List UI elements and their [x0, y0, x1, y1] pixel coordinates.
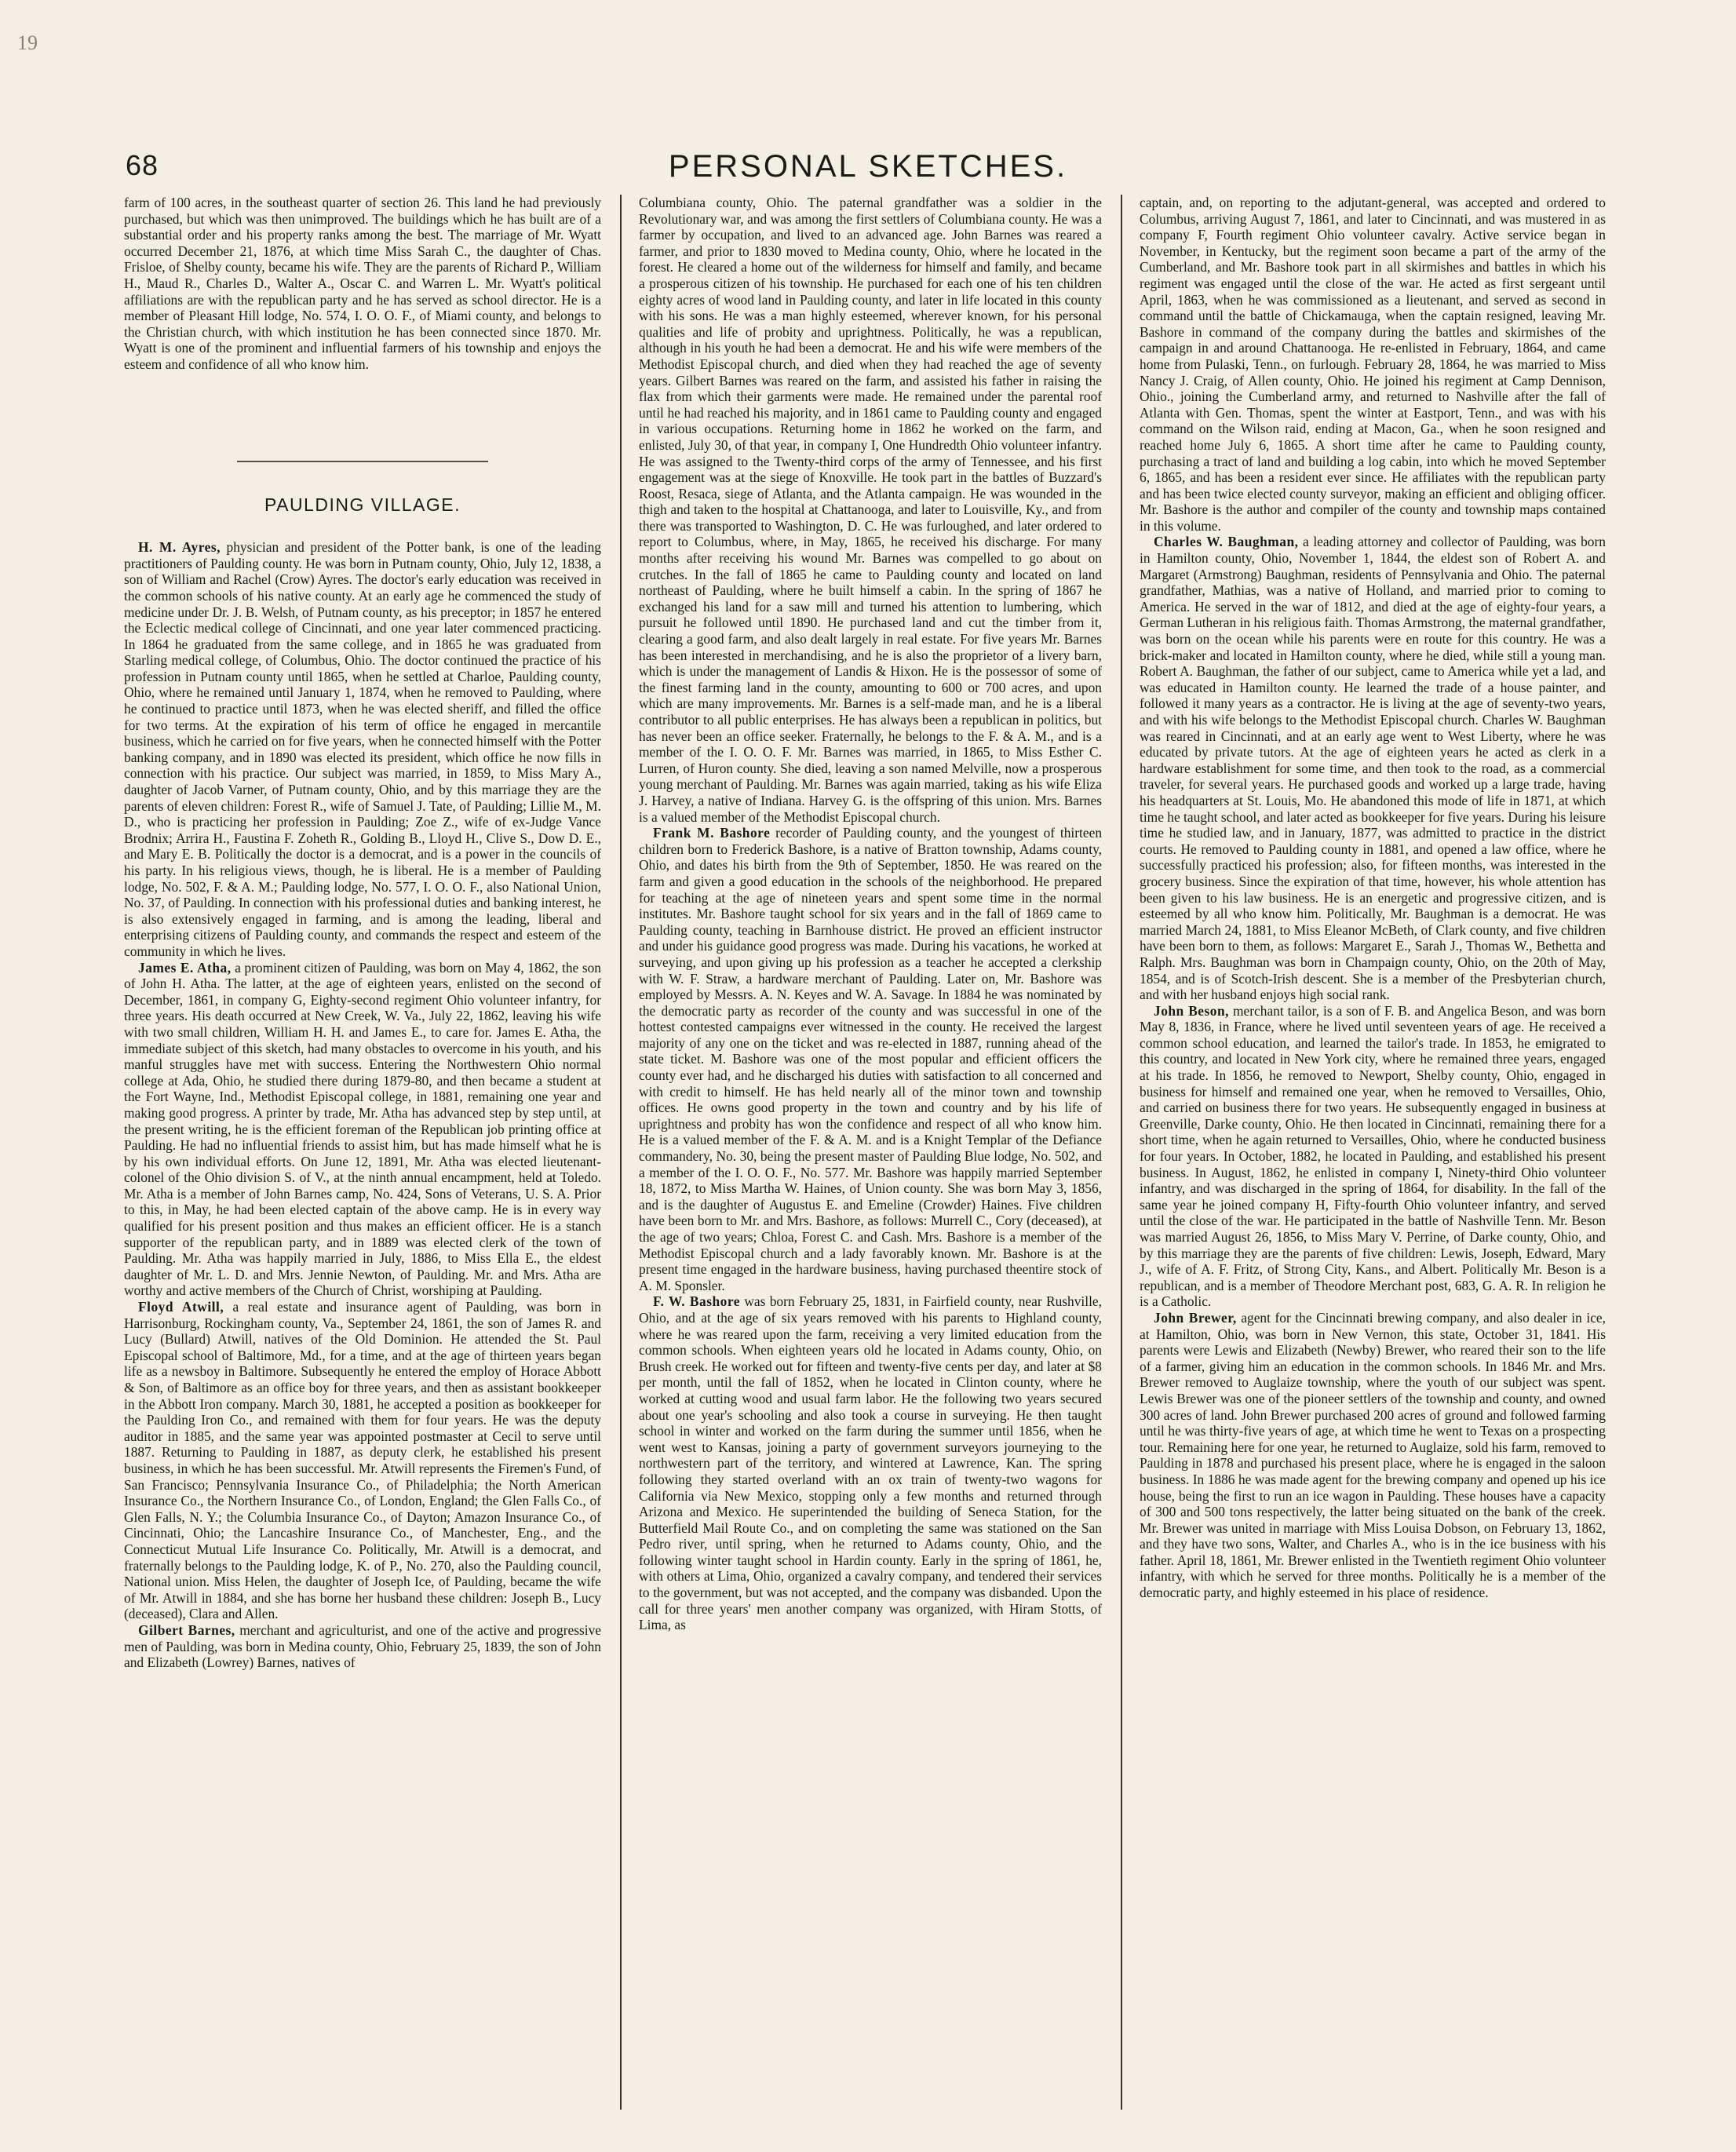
page-title: PERSONAL SKETCHES.: [668, 149, 1068, 184]
column-intro: Columbiana county, Ohio. The paternal grandfather was a soldier in the Revolutionary war, and was among the first settlers of Columbiana county. He was a farmer by occupation, and lived to an advanced age. John Barnes was reared a farmer, and prior to 1830 moved to Medina county, Ohio, where he located in the forest. He cleared a home out of the wilderness for himself and family, and became a prosperous citizen of his township. He purchased for each one of his ten children eighty acres of wood land in Paulding county, and later in life located in this county with his sons. He was a man highly esteemed, wherever known, for his personal qualities and life of probity and uprightness. Politically, he was a republican, although in his youth he had been a democrat. He and his wife were members of the Methodist Episcopal church, and died when they had reached the age of seventy years. Gilbert Barnes was reared on the farm, and assisted his father in raising the flax from which their garments were made. He remained under the parental roof until he had reached his majority, and in 1861 came to Paulding county and engaged in various occupations. Returning home in 1862 he worked on the farm, and enlisted, July 30, of that year, in company I, One Hundredth Ohio volunteer infantry. He was assigned to the Twenty-third corps of the army of Tennessee, and his first engagement was at the siege of Knoxville. He took part in the battles of Buzzard's Roost, Resaca, siege of Atlanta, and the Atlanta campaign. He was wounded in the thigh and taken to the hospital at Chattanooga, and later to Louisville, Ky., and from there was transported to Washington, D. C. He was furloughed, and later ordered to report to Columbus, where, in May, 1865, he received his discharge. For many months after receiving his wound Mr. Barnes was compelled to go about on crutches. In the fall of 1865 he came to Paulding county and located on land northeast of Paulding, where he built himself a cabin. In the spring of 1867 he exchanged his land for a saw mill and turned his attention to lumbering, which pursuit he followed until 1890. He purchased land and cut the timber from it, clearing a good farm, and also dealt largely in real estate. For five years Mr. Barnes has been interested in merchandising, and he is also the proprietor of a livery barn, which is under the management of Landis & Hixon. He is the possessor of some of the finest farming land in the county, amounting to 600 or 700 acres, and upon which are many improvements. Mr. Barnes is a self-made man, and he is a liberal contributor to all public enterprises. He has always been a republican in politics, but has never been an office seeker. Fraternally, he belongs to the F. & A. M., and is a member of the I. O. O. F. Mr. Barnes was married, in 1865, to Miss Esther C. Lurren, of Huron county. She died, leaving a son named Melville, now a prosperous young merchant of Paulding. Mr. Barnes was again married, taking as his wife Eliza J. Harvey, a native of Indiana. Harvey G. is the offspring of this union. Mrs. Barnes is a valued member of the Methodist Episcopal church.: [639, 195, 1102, 825]
sketch-paragraph: [124, 1622, 601, 1671]
page-number: 68: [126, 149, 159, 181]
sketch-paragraph: [124, 539, 601, 959]
column-intro: captain, and, on reporting to the adjutant-general, was accepted and ordered to Columbus, arriving August 7, 1861, and later to Cincinnati, and was mustered in as company F, Fourth regiment Ohio volunteer cavalry. Active service began in November, in Kentucky, but the regiment soon became a part of the army of the Cumberland, and Mr. Bashore took part in all skirmishes and battles in which his regiment was engaged until the close of the war. He acted as first sergeant until April, 1863, when he was commissioned as a lieutenant, and served as second in command until the battle of Chickamauga, when the captain resigned, leaving Mr. Bashore in command of the company during the battles and skirmishes of the campaign in and around Chattanooga. He re-enlisted in February, 1864, and came home from Pulaski, Tenn., on furlough. February 28, 1864, he was married to Miss Nancy J. Craig, of Allen county, Ohio. He joined his regiment at Camp Dennison, Ohio., joining the Cumberland army, and returned to Nashville after the fall of Atlanta with Gen. Thomas, spent the winter at Eastport, Tenn., and was with his command on the Wilson raid, ending at Macon, Ga., when he soon resigned and reached home July 6, 1865. A short time after he came to Paulding county, purchasing a tract of land and building a log cabin, into which he moved September 6, 1865, and has been a resident ever since. He affiliates with the republican party and has been twice elected county surveyor, making an efficient and obliging officer. Mr. Bashore is the author and compiler of the county and township maps contained in this volume.: [1140, 195, 1606, 534]
sketch-paragraph: [124, 960, 601, 1299]
sketch-paragraph: [124, 1299, 601, 1622]
sketch-text: merchant and agriculturist, and one of the active and progressive men of Paulding, was born in Medina county, Ohio, February 25, 1839, the son of John and Elizabeth (Lowrey) Barnes, natives of: [124, 1621, 601, 1671]
sketch-text: physician and president of the Potter bank, is one of the leading practitioners of Paulding county. He was born in Putnam county, Ohio, July 12, 1838, a son of William and Rachel (Crow) Ayres. The doctor's early education was received in the common schools of his native county. At an early age he commenced the study of medicine under Dr. J. B. Welsh, of Putnam county, as his preceptor; in 1857 he entered the Eclectic medical college of Cincinnati, and one year later commenced practicing. In 1864 he graduated from the same college, and in 1865 he was graduated from Starling medical college, of Columbus, Ohio. The doctor continued the practice of his profession in Putnam county until 1865, when he settled at Charloe, Paulding county, Ohio, where he remained until January 1, 1874, when he removed to Paulding, where he continued to practice until 1873, when he was elected sheriff, and filled the office for two terms. At the expiration of his term of office he engaged in mercantile business, which he carried on for five years, when he connected himself with the Potter banking company, and in 1890 was elected its president, which office he now fills in connection with his practice. Our subject was married, in 1859, to Miss Mary A., daughter of Jacob Varner, of Putnam county, Ohio, and by this marriage they are the parents of eleven children: Forest R., wife of Samuel J. Tate, of Paulding; Lillie M., M. D., who is practicing her profession in Paulding; Zoe Z., wife of ex-Judge Vance Brodnix; Arrira H., Faustina F. Zoheth R., Golding B., Lloyd H., Clive S., Dow D. E., and Mary E. B. Politically the doctor is a democrat, and is a power in the councils of his party. In his religious views, though, he is liberal. He is a member of Paulding lodge, No. 502, F. & A. M.; Paulding lodge, No. 577, I. O. O. F., also National Union, No. 37, of Paulding. In connection with his professional duties and banking interest, he is also extensively engaged in farming, and is among the leading, liberal and enterprising citizens of Paulding county, and commands the respect and esteem of the community in which he lives.: [124, 539, 602, 959]
margin-pencil-note: 19: [17, 31, 38, 54]
sketch-paragraph: [1140, 1310, 1606, 1601]
column-middle: [620, 195, 1122, 2110]
sketch-text: agent for the Cincinnati brewing company, and also dealer in ice, at Hamilton, Ohio, was born in New Vernon, this state, October 31, 1841. His parents were Lewis and Elizabeth (Newby) Brewer, who reared their son to the life of a farmer, giving him an education in the common schools. In 1846 Mr. and Mrs. Brewer removed to Auglaize township, where the youth of our subject was spent. Lewis Brewer was one of the pioneer settlers of the township and county, and owned 300 acres of land. John Brewer purchased 200 acres of ground and followed farming until he was thirty-five years of age, at which time he went to Texas on a prospecting tour. Remaining here for one year, he returned to Auglaize, sold his farm, removed to Paulding in 1878 and purchased his present place, where he is engaged in the saloon business. In 1886 he was made agent for the brewing company and opened up his ice house, being the first to run an ice wagon in Paulding. These houses have a capacity of 300 and 500 tons respectively, the latter being situated on the bank of the creek. Mr. Brewer was united in marriage with Miss Louisa Dobson, on February 13, 1862, and they have two sons, Walter, and Charles A., who is in the ice business with his father. April 18, 1861, Mr. Brewer enlisted in the Twentieth regiment Ohio volunteer infantry, with which he served for three months. Politically he is a member of the democratic party, and highly esteemed in his place of residence.: [1140, 1309, 1606, 1601]
sketch-text: merchant tailor, is a son of F. B. and Angelica Beson, and was born May 8, 1836, in France, where he lived until seventeen years of age. He received a common school education, and learned the tailor's trade. In 1853, he emigrated to this country, and located in New York city, where he remained three years, engaged at his trade. In 1856, he removed to Newport, Shelby county, Ohio, engaged in business for himself and remained one year, when he removed to Versailles, Ohio, and carried on business there for two years. He subsequently engaged in business at Greenville, Darke county, Ohio. He then located in Cincinnati, remaining there for a short time, when he again returned to Versailles, Ohio, where he conducted business for four years. In October, 1882, he located in Paulding, and established his present business. In August, 1862, he enlisted in company I, Ninety-third Ohio volunteer infantry, and was discharged in the spring of 1864, for disability. In the fall of the same year he joined company H, Fifty-fourth Ohio volunteer infantry, and served until the close of the war. He participated in the battle of Nashville Tenn. Mr. Beson was married August 26, 1856, to Miss Mary V. Perrine, of Darke county, Ohio, and by this marriage they are the parents of five children: Lewis, Joseph, Edward, Mary J., wife of A. F. Fritz, of Strong City, Kans., and Albert. Politically Mr. Beson is a republican, and is a member of Theodore Merchant post, 683, G. A. R. In religion he is a Catholic.: [1140, 1002, 1606, 1310]
column-right: [1122, 195, 1625, 2110]
sketch-name: John Brewer,: [1154, 1309, 1237, 1326]
sketch-paragraph: [639, 825, 1102, 1293]
sketch-name: John Beson,: [1154, 1002, 1230, 1019]
section-heading: PAULDING VILLAGE.: [264, 494, 461, 515]
sketch-name: Gilbert Barnes,: [138, 1621, 235, 1638]
text-columns: [118, 195, 1625, 2110]
sketch-name: Frank M. Bashore: [653, 825, 771, 841]
sketch-paragraph: [639, 1293, 1102, 1632]
sketch-name: Charles W. Baughman,: [1154, 534, 1299, 550]
sketch-name: F. W. Bashore: [653, 1293, 740, 1310]
sketch-text: was born February 25, 1831, in Fairfield county, near Rushville, Ohio, and at the age of six years removed with his parents to Highland county, where he was reared upon the farm, receiving a very limited education from the common schools. When eighteen years old he located in Adams county, Ohio, on Brush creek. He worked out for fifteen and twenty-five cents per day, and later at $8 per month, until the fall of 1852, when he located in Clinton county, where he worked at cutting wood and usual farm labor. He the following two years secured about one year's schooling and also took a course in surveying. He then taught school in winter and worked on the farm during the summer until 1856, when he went west to Kansas, joining a party of government surveyors journeying to the northwestern part of the territory, and wintered at Lawrence, Kan. The spring following they started overland with an ox train of twenty-two wagons for California via New Mexico, stopping only a few months and returned through Arizona and Mexico. He superintended the building of Seneca Station, for the Butterfield Mail Route Co., and on completing the same was stationed on the San Pedro river, until spring, when he returned to Adams county, Ohio, and the following winter taught school in Hardin county. Early in the spring of 1861, he, with others at Lima, Ohio, organized a cavalry company, and tendered their services to the government, but was not accepted, and the company was disbanded. Upon the call for three years' men another company was organized, with Hiram Stotts, of Lima, as: [639, 1293, 1102, 1633]
sketch-text: a leading attorney and collector of Paulding, was born in Hamilton county, Ohio, November 1, 1844, the eldest son of Robert A. and Margaret (Armstrong) Baughman, residents of Pennsylvania and Ohio. The paternal grandfather, Mathias, was a native of Holland, and married prior to coming to America. He served in the war of 1812, and died at the age of eighty-four years, a German Lutheran in his religious faith. Thomas Armstrong, the maternal grandfather, was born on the ocean while his parents were en route for this country. He was a brick-maker and located in Hamilton county, where he died, while still a young man. Robert A. Baughman, the father of our subject, came to America while yet a lad, and was educated in Hamilton county. He learned the trade of a house painter, and followed it many years as a contractor. He is living at the age of seventy-two years, and with his wife belongs to the Methodist Episcopal church. Charles W. Baughman was reared in Cincinnati, and at an early age went to West Liberty, where he was educated by private tutors. At the age of eighteen years he acted as clerk in a hardware establishment for some time, and then took to the road, as a commercial traveler, for several years. He purchased goods and worked up a large trade, having his headquarters at St. Louis, Mo. He abandoned this mode of life in 1871, at which time he taught school, and later acted as bookkeeper for five years. During his leisure time he studied law, and in January, 1877, was admitted to practice in the district courts. He removed to Paulding county in 1881, and opened a law office, where he successfully practiced his profession; also, for fifteen months, was interested in the grocery business. Since the expiration of that time, however, his whole attention has been given to his law business. He is an energetic and progressive citizen, and is esteemed by all who know him. Politically, Mr. Baughman is a democrat. He was married March 24, 1881, to Miss Eleanor McBeth, of Clark county, and five children have been born to them, as follows: Margaret E., Sarah J., Thomas W., Bethetta and Ralph. Mrs. Baughman was born in Champaign county, Ohio, on the 20th of May, 1854, and is of Scotch-Irish descent. She is a member of the Presbyterian church, and with her husband enjoys high social rank.: [1140, 534, 1606, 1003]
sketch-paragraph: [1140, 534, 1606, 1002]
sketch-name: Floyd Atwill,: [138, 1299, 224, 1315]
section-divider: [237, 461, 488, 462]
sketch-name: H. M. Ayres,: [138, 539, 221, 556]
sketch-paragraph: [1140, 1003, 1606, 1310]
sketch-text: recorder of Paulding county, and the youngest of thirteen children born to Frederick Bashore, is a native of Bratton township, Adams county, Ohio, and dates his birth from the 9th of September, 1850. He was reared on the farm and given a good education in the schools of the neighborhood. He prepared for teaching at the age of nineteen years and spent some time in the normal institutes. Mr. Bashore taught school for six years and in the fall of 1869 came to Paulding county, teaching in Barnhouse district. He proved an efficient instructor and under his guidance good progress was made. During his vacations, he worked at surveying, and upon giving up his profession as a teacher he accepted a clerkship with W. F. Straw, a hardware merchant of Paulding. Later on, Mr. Bashore was employed by Messrs. A. N. Keyes and W. A. Savage. In 1884 he was nominated by the democratic party as recorder of the county and was successful in one of the hottest contested campaigns ever witnessed in the county. He received the largest majority of any one on the ticket and was re-elected in 1887, running ahead of the state ticket. M. Bashore was one of the most popular and efficient officers the county ever had, and he discharged his duties with satisfaction to all concerned and with credit to himself. He has held nearly all of the minor town and township offices. He owns good property in the town and country and by his life of uprightness and probity has won the confidence and respect of all who know him. He is a valued member of the F. & A. M. and is a Knight Templar of the Defiance commandery, No. 30, being the present master of Paulding Blue lodge, No. 502, and a member of the I. O. O. F., No. 577. Mr. Bashore was happily married September 18, 1872, to Miss Martha W. Haines, of Union county. She was born May 3, 1856, and is the daughter of Augustus E. and Emeline (Crowder) Haines. Five children have been born to Mr. and Mrs. Bashore, as follows: Murrell C., Cory (deceased), at the age of two years; Chloa, Forest C. and Cash. Mrs. Bashore is a member of the Methodist Episcopal church and a lady favorably known. Mr. Bashore is at the present time engaged in the hardware business, having purchased theentire stock of A. M. Sponsler.: [639, 825, 1103, 1293]
sketch-text: a prominent citizen of Paulding, was born on May 4, 1862, the son of John H. Atha. The latter, at the age of eighteen years, enlisted on the second of December, 1861, in company G, Eighty-second regiment Ohio volunteer infantry, for three years. His death occurred at New Creek, W. Va., July 22, 1862, leaving his wife with two small children, William H. H. and James E., to care for. James E. Atha, the immediate subject of this sketch, had many obstacles to overcome in his youth, and his manful struggles have met with success. Entering the Northwestern Ohio normal college at Ada, Ohio, he studied there during 1879-80, and then became a student at the Fort Wayne, Ind., Methodist Episcopal college, in 1881, remaining one year and making good progress. A printer by trade, Mr. Atha has advanced step by step until, at the present writing, he is the efficient foreman of the Republican job printing office at Paulding. He had no influential friends to assist him, but has made himself what he is by his own individual efforts. On June 12, 1891, Mr. Atha was elected lieutenant-colonel of the Ohio division S. of V., at the ninth annual encampment, held at Toledo. Mr. Atha is a member of John Barnes camp, No. 424, Sons of Veterans, U. S. A. Prior to this, in May, he had been elected captain of the above camp. He is in every way qualified for his present position and thus makes an efficient officer. He is a stanch supporter of the republican party, and in 1889 was elected clerk of the town of Paulding. Mr. Atha was happily married in July, 1886, to Miss Ella E., the eldest daughter of Mr. L. D. and Mrs. Jennie Newton, of Paulding. Mr. and Mrs. Atha are worthy and active members of the Church of Christ, worshiping at Paulding.: [124, 959, 601, 1299]
column-left: [118, 195, 620, 2110]
sketch-text: a real estate and insurance agent of Paulding, was born in Harrisonburg, Rockingham county, Va., September 24, 1861, the son of James R. and Lucy (Bullard) Atwill, natives of the Old Dominion. He attended the St. Paul Episcopal school of Baltimore, Md., for a time, and at the age of thirteen years began life as a newsboy in Baltimore. Subsequently he entered the employ of Horace Abbott & Son, of Baltimore as an office boy for three years, and then as assistant bookkeeper in the Abbott Iron company. March 30, 1881, he accepted a position as bookkeeper for the Paulding Iron Co., and remained with them for four years. He was the deputy auditor in 1885, and the same year was appointed postmaster at Cecil to serve until 1887. Returning to Paulding in 1887, as deputy clerk, he established his present business, in which he has been successful. Mr. Atwill represents the Firemen's Fund, of San Francisco; Pennsylvania Insurance Co., of Philadelphia; the North American Insurance Co., the Northern Insurance Co., of London, England; the Glen Falls Co., of Glen Falls, N. Y.; the Columbia Insurance Co., of Dayton; Amazon Insurance Co., of Cincinnati, Ohio; the Lancashire Insurance Co., of Manchester, Eng., and the Connecticut Mutual Life Insurance Co. Politically, Mr. Atwill is a democrat, and fraternally belongs to the Paulding lodge, K. of P., No. 270, also the Paulding council, National union. Miss Helen, the daughter of Joseph Ice, of Paulding, became the wife of Mr. Atwill in 1884, and she has borne her husband these children: Joseph B., Lucy (deceased), Clara and Allen.: [124, 1299, 601, 1622]
sketch-name: James E. Atha,: [138, 959, 232, 976]
column-intro: farm of 100 acres, in the southeast quarter of section 26. This land he had previously purchased, but which was then unimproved. The buildings which he has built are of a substantial order and his property ranks among the best. The marriage of Mr. Wyatt occurred December 21, 1876, at which time Miss Sarah C., the daughter of Chas. Frisloe, of Shelby county, became his wife. They are the parents of Richard P., William H., Maud R., Charles D., Walter A., Oscar C. and Warren L. Mr. Wyatt's political affiliations are with the republican party and he has served as school director. He is a member of Pleasant Hill lodge, No. 574, I. O. O. F., of Miami county, and belongs to the Christian church, with which institution he has been connected since 1870. Mr. Wyatt is one of the prominent and influential farmers of his township and enjoys the esteem and confidence of all who know him.: [124, 195, 601, 372]
